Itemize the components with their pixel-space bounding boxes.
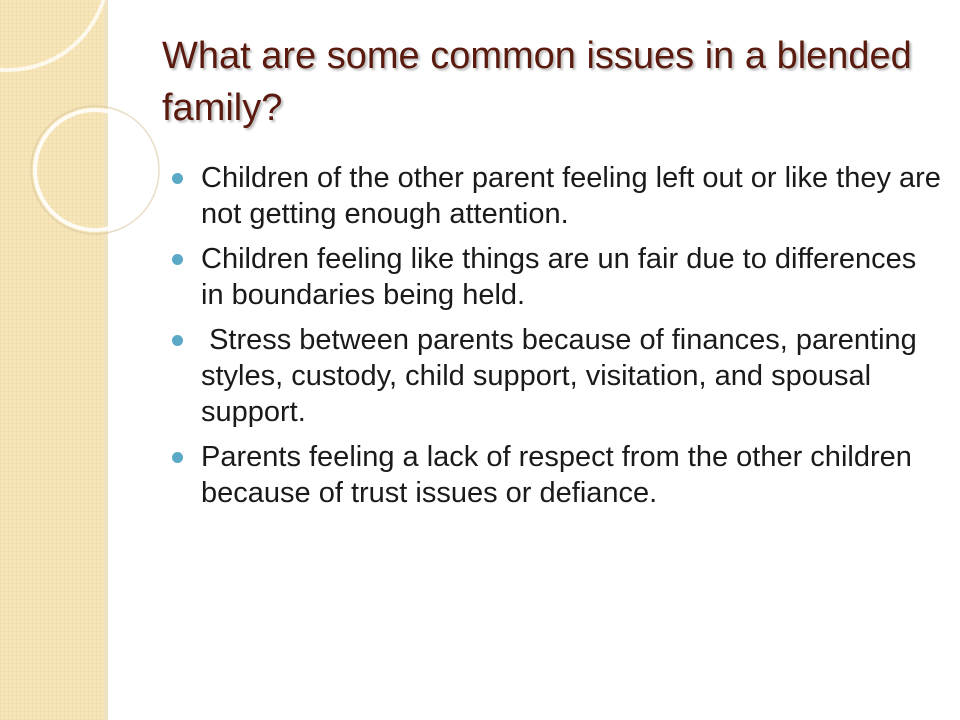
- bullet-list: [172, 160, 950, 520]
- side-band-edge: [104, 0, 108, 720]
- bullet-text: Stress between parents because of finances, parenting styles, custody, child support, visitation, and spousal support.: [201, 324, 925, 428]
- bullet-dot-icon: [172, 254, 183, 265]
- bullet-text: Parents feeling a lack of respect from the other children because of trust issues or defiance.: [201, 441, 920, 509]
- bullet-dot-icon: [172, 335, 183, 346]
- bullet-dot-icon: [172, 173, 183, 184]
- bullet-dot-icon: [172, 452, 183, 463]
- decorative-side-band: [0, 0, 105, 720]
- slide-title: What are some common issues in a blended family?: [162, 35, 912, 129]
- bullet-text: Children of the other parent feeling left out or like they are not getting enough attention.: [201, 162, 950, 230]
- bullet-item: [172, 439, 942, 511]
- bullet-text: Children feeling like things are un fair due to differences in boundaries being held.: [201, 243, 925, 311]
- bullet-item: [172, 322, 942, 430]
- bullet-item: [172, 160, 950, 232]
- bullet-item: [172, 241, 942, 313]
